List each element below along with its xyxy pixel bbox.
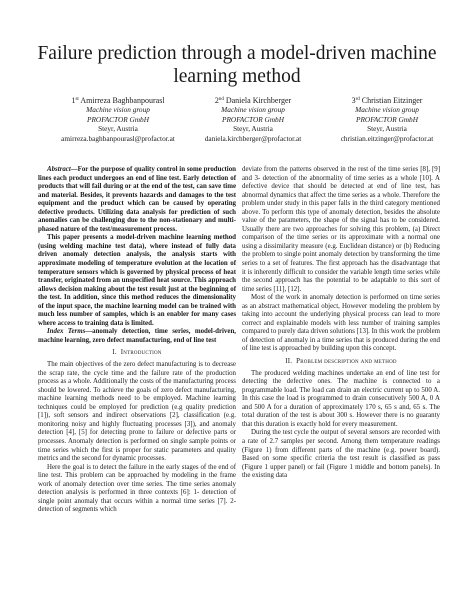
section-heading-introduction bbox=[38, 349, 236, 358]
body-paragraph-continued: deviate from the patterns observed in the rest of the time series [8], [9] and 3- detection of the abnormality of time series as a whole [10]. A defective device that should be detected at end of line test, has abnormal dynamics that affect the time series as a whole. Therefore the problem under study in this paper falls in the third category mentioned above. To perform this type of anomaly detection, besides the absolute value of the parameters, the shape of the signal has to be considered. Usually there are two approaches for solving this problem, (a) Direct comparison of the time series or its approximate with a normal one using a dissimilarity measure (e.g. Euclidean distance) or (b) Reducing the problem to single point anomaly detection by transforming the time series to a set of features. The first approach has the disadvantage that it is inherently difficult to consider the variable length time series while the second approach has the potential to be adaptable to this sort of time series [11], [12]. bbox=[242, 166, 440, 293]
body-paragraph: During the test cycle the output of several sensors are recorded with a rate of 2.7 samples per second. Among them temperature readings (Figure 1) from different parts of the machine (e.g. power board). Based on some specific criteria the test result is classified as pass (Figure 1 upper panel) or fail (Figure 1 middle and bottom panels). In the existing data bbox=[242, 429, 440, 480]
abstract-paragraph-1 bbox=[38, 166, 236, 234]
index-terms-lead: Index Terms bbox=[47, 328, 86, 336]
author-email: amirreza.baghbanpourasl@profactor.at bbox=[61, 133, 175, 143]
abstract-paragraph-2: This paper presents a model-driven machine learning method (using welding machine test data), where instead of fully data driven anomaly detection analysis, the analysis starts with approximate modeling of temperature evolution at the location of temperature sensors which is governed by physical process of heat transfer, originated from an unspecified heat source. This approach allows decision making about the test result just at the beginning of the test. In addition, since this method reduces the dimensionality of the input space, the machine learning model can be trained with much less number of samples, which is an enabler for many cases where access to training data is limited. bbox=[38, 234, 236, 327]
author-block bbox=[50, 95, 454, 143]
author-name bbox=[186, 95, 320, 105]
author-location: Steyr, Austria bbox=[233, 124, 273, 134]
author-company: PROFACTOR GmbH bbox=[222, 114, 284, 124]
author-name-text: Amirreza Baghbanpourasl bbox=[80, 96, 165, 105]
body-paragraph: Here the goal is to detect the failure in the early stages of the end of line test. This problem can be approached by modeling in the frame work of anomaly detection over time series. The time series anomaly detection analysis is performed in three contexts [6]: 1- detection of single point anomaly that occurs within a normal time series [7]. 2- detection of segments which bbox=[38, 463, 236, 514]
index-terms bbox=[38, 328, 236, 345]
author-name-text: Daniela Kirchberger bbox=[225, 96, 292, 105]
author-1 bbox=[50, 95, 186, 143]
section-numeral: I. bbox=[112, 349, 117, 357]
author-location: Steyr, Austria bbox=[367, 124, 407, 134]
author-email: christian.eitzinger@profactor.at bbox=[340, 133, 434, 143]
body-paragraph: Most of the work in anomaly detection is performed on time series as an abstract mathematical object, However modeling the problem by taking into account the underlying physical process can lead to more correct and explainable models with less number of training samples compared to purely data driven solutions [13]. In this work the problem of detection of anomaly in a time series that is produced during the end of line test is approached by building upon this concept. bbox=[242, 294, 440, 353]
abstract-text-1: —For the purpose of quality control in some production lines each product undergoes an end of line test. Early detection of products that will fail during or at the end of the test, can save time and material. Besides, it prevents hazards and damages to the test equipment and the product which can be caused by operating defective products. Utilizing data analysis for prediction of such anomalies can be challenging due to the non-stationary and multi-phased nature of the test/measurement process. bbox=[38, 166, 236, 233]
author-ordinal: rd bbox=[355, 97, 360, 102]
author-name bbox=[320, 95, 454, 105]
section-title: Problem description and method bbox=[296, 358, 397, 366]
paper-title: Failure prediction through a model-driven machine learning method bbox=[37, 43, 437, 87]
abstract-lead: Abstract bbox=[47, 166, 71, 173]
section-heading-problem bbox=[242, 358, 440, 367]
author-ordinal: st bbox=[75, 97, 79, 102]
author-email: daniela.kirchberger@profactor.at bbox=[204, 133, 302, 143]
author-name-text: Christian Eitzinger bbox=[361, 96, 423, 105]
author-company: PROFACTOR GmbH bbox=[87, 114, 149, 124]
author-index: 1 bbox=[71, 96, 76, 105]
author-index: 3 bbox=[351, 96, 356, 105]
author-3 bbox=[320, 95, 454, 143]
body-paragraph: The produced welding machines undertake an end of line test for detecting the defective ones. The machine is connected to a programmable load. The load can drain an electric current up to 500 A. In this case the load is programmed to drain consecutively 500 A, 0 A and 500 A for a duration of approximately 170 s, 65 s and, 65 s. The total duration of the test is about 300 s. However there is no guaranty that this duration is exactly hold for every measurement. bbox=[242, 369, 440, 428]
author-company: PROFACTOR GmbH bbox=[356, 114, 418, 124]
left-column bbox=[38, 166, 236, 515]
author-location: Steyr, Austria bbox=[98, 124, 138, 134]
section-numeral: II. bbox=[285, 358, 293, 366]
author-2 bbox=[186, 95, 320, 143]
author-group: Machine vision group bbox=[86, 105, 150, 115]
right-column bbox=[242, 166, 440, 481]
author-ordinal: nd bbox=[218, 97, 224, 102]
author-group: Machine vision group bbox=[221, 105, 285, 115]
index-terms-text: —anomaly detection, time series, model-driven, machine learning, zero defect manufacturing, end of line test bbox=[38, 328, 236, 344]
section-title: Introduction bbox=[120, 349, 162, 357]
author-group: Machine vision group bbox=[355, 105, 419, 115]
body-paragraph: The main objectives of the zero defect manufacturing is to decrease the scrap rate, the cycle time and the failure rate of the production process as a whole. Additionally the costs of the manufacturing process should be lowered. To achieve the goals of zero defect manufacturing, machine learning methods need to be employed. Machine learning techniques could be employed for prediction (e.g quality prediction [1]), soft sensors and indirect observations [2], classification (e.g. monitoring noisy and highly fluctuating processes [3]), and anomaly detection [4], [5] for detecting prone to failure or defective parts or processes. Anomaly detection is performed on single sample points or time series which the first is proper for static parameters and quality metrics and the second for dynamic processes. bbox=[38, 361, 236, 463]
author-index: 2 bbox=[214, 96, 219, 105]
author-name bbox=[50, 95, 186, 105]
